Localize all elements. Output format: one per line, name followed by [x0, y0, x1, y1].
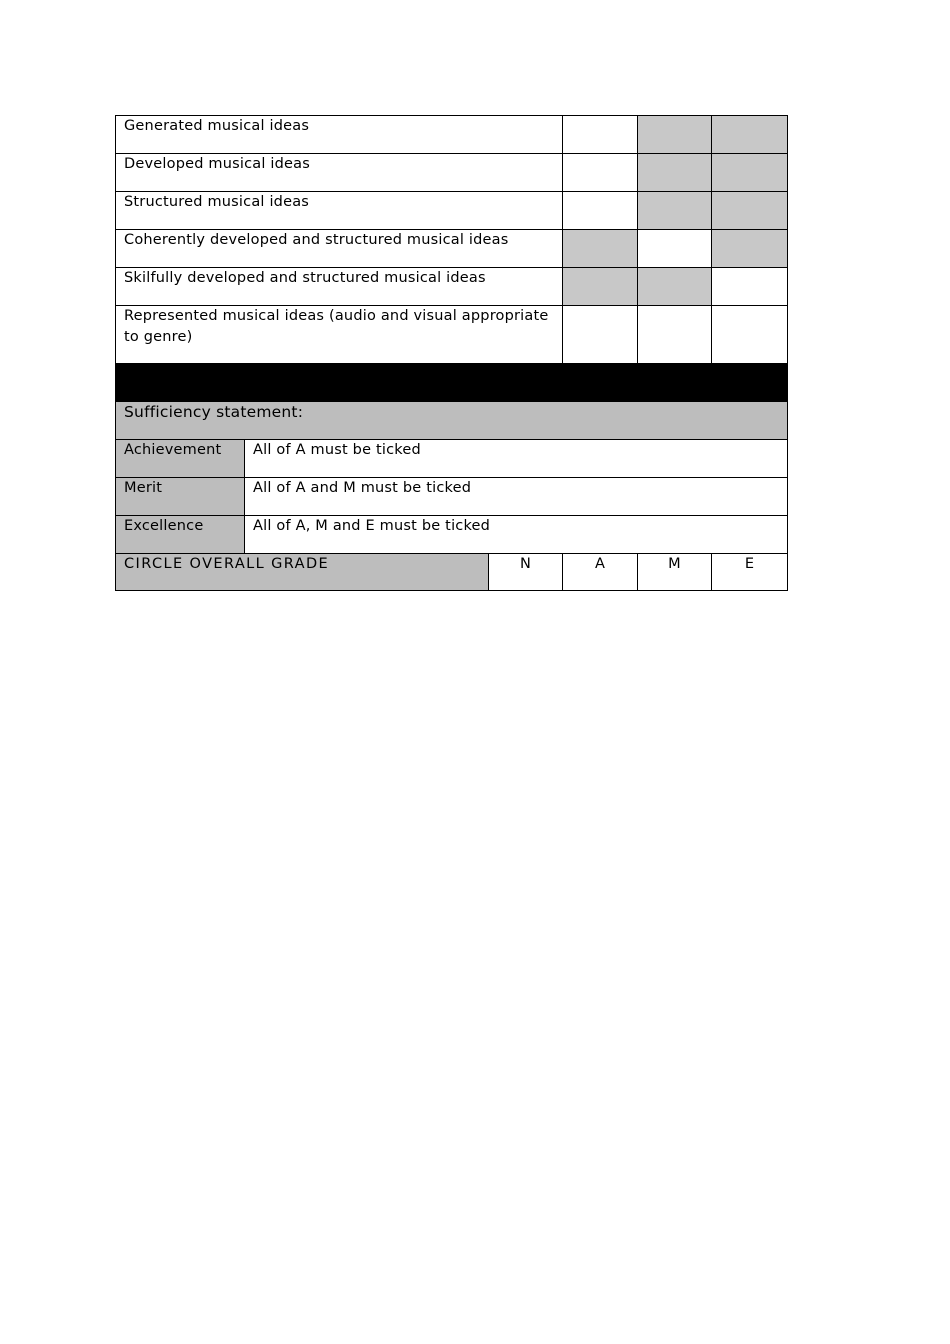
- merit-shaded-cell: [638, 154, 712, 192]
- criterion-label: Coherently developed and structured musical ideas: [116, 230, 563, 268]
- excellence-tick-cell[interactable]: [712, 268, 788, 306]
- section-divider: [116, 364, 788, 402]
- achievement-shaded-cell: [563, 230, 638, 268]
- criterion-row: [116, 154, 788, 192]
- grade-option-a[interactable]: A: [563, 554, 638, 591]
- excellence-shaded-cell: [712, 230, 788, 268]
- excellence-shaded-cell: [712, 116, 788, 154]
- overall-grade-label: CIRCLE OVERALL GRADE: [116, 554, 489, 591]
- sufficiency-row: [116, 440, 788, 478]
- overall-grade-row: [116, 554, 788, 591]
- grade-option-m[interactable]: M: [638, 554, 712, 591]
- criterion-row: [116, 268, 788, 306]
- sufficiency-heading-row: [116, 402, 788, 440]
- achievement-tick-cell[interactable]: [563, 116, 638, 154]
- grade-requirement: All of A must be ticked: [245, 440, 788, 478]
- merit-shaded-cell: [638, 116, 712, 154]
- merit-tick-cell[interactable]: [638, 306, 712, 364]
- grade-name: Achievement: [116, 440, 245, 478]
- criterion-label: Structured musical ideas: [116, 192, 563, 230]
- grade-requirement: All of A and M must be ticked: [245, 478, 788, 516]
- excellence-tick-cell[interactable]: [712, 306, 788, 364]
- sufficiency-row: [116, 478, 788, 516]
- merit-shaded-cell: [638, 192, 712, 230]
- criterion-label: Represented musical ideas (audio and visual appropriate to genre): [116, 306, 563, 364]
- grade-option-n[interactable]: N: [489, 554, 563, 591]
- criterion-label: Skilfully developed and structured musical ideas: [116, 268, 563, 306]
- grade-requirement: All of A, M and E must be ticked: [245, 516, 788, 554]
- criterion-row: [116, 116, 788, 154]
- achievement-tick-cell[interactable]: [563, 192, 638, 230]
- grade-option-e[interactable]: E: [712, 554, 788, 591]
- achievement-shaded-cell: [563, 268, 638, 306]
- criterion-row: [116, 230, 788, 268]
- sufficiency-heading: Sufficiency statement:: [116, 402, 788, 440]
- sufficiency-row: [116, 516, 788, 554]
- criterion-label: Developed musical ideas: [116, 154, 563, 192]
- achievement-tick-cell[interactable]: [563, 306, 638, 364]
- criterion-row: [116, 192, 788, 230]
- grade-name: Excellence: [116, 516, 245, 554]
- marking-schedule-table: [115, 115, 788, 591]
- merit-shaded-cell: [638, 268, 712, 306]
- divider-bar: [116, 364, 788, 402]
- merit-tick-cell[interactable]: [638, 230, 712, 268]
- excellence-shaded-cell: [712, 192, 788, 230]
- criterion-label: Generated musical ideas: [116, 116, 563, 154]
- criterion-row: [116, 306, 788, 364]
- grade-name: Merit: [116, 478, 245, 516]
- achievement-tick-cell[interactable]: [563, 154, 638, 192]
- excellence-shaded-cell: [712, 154, 788, 192]
